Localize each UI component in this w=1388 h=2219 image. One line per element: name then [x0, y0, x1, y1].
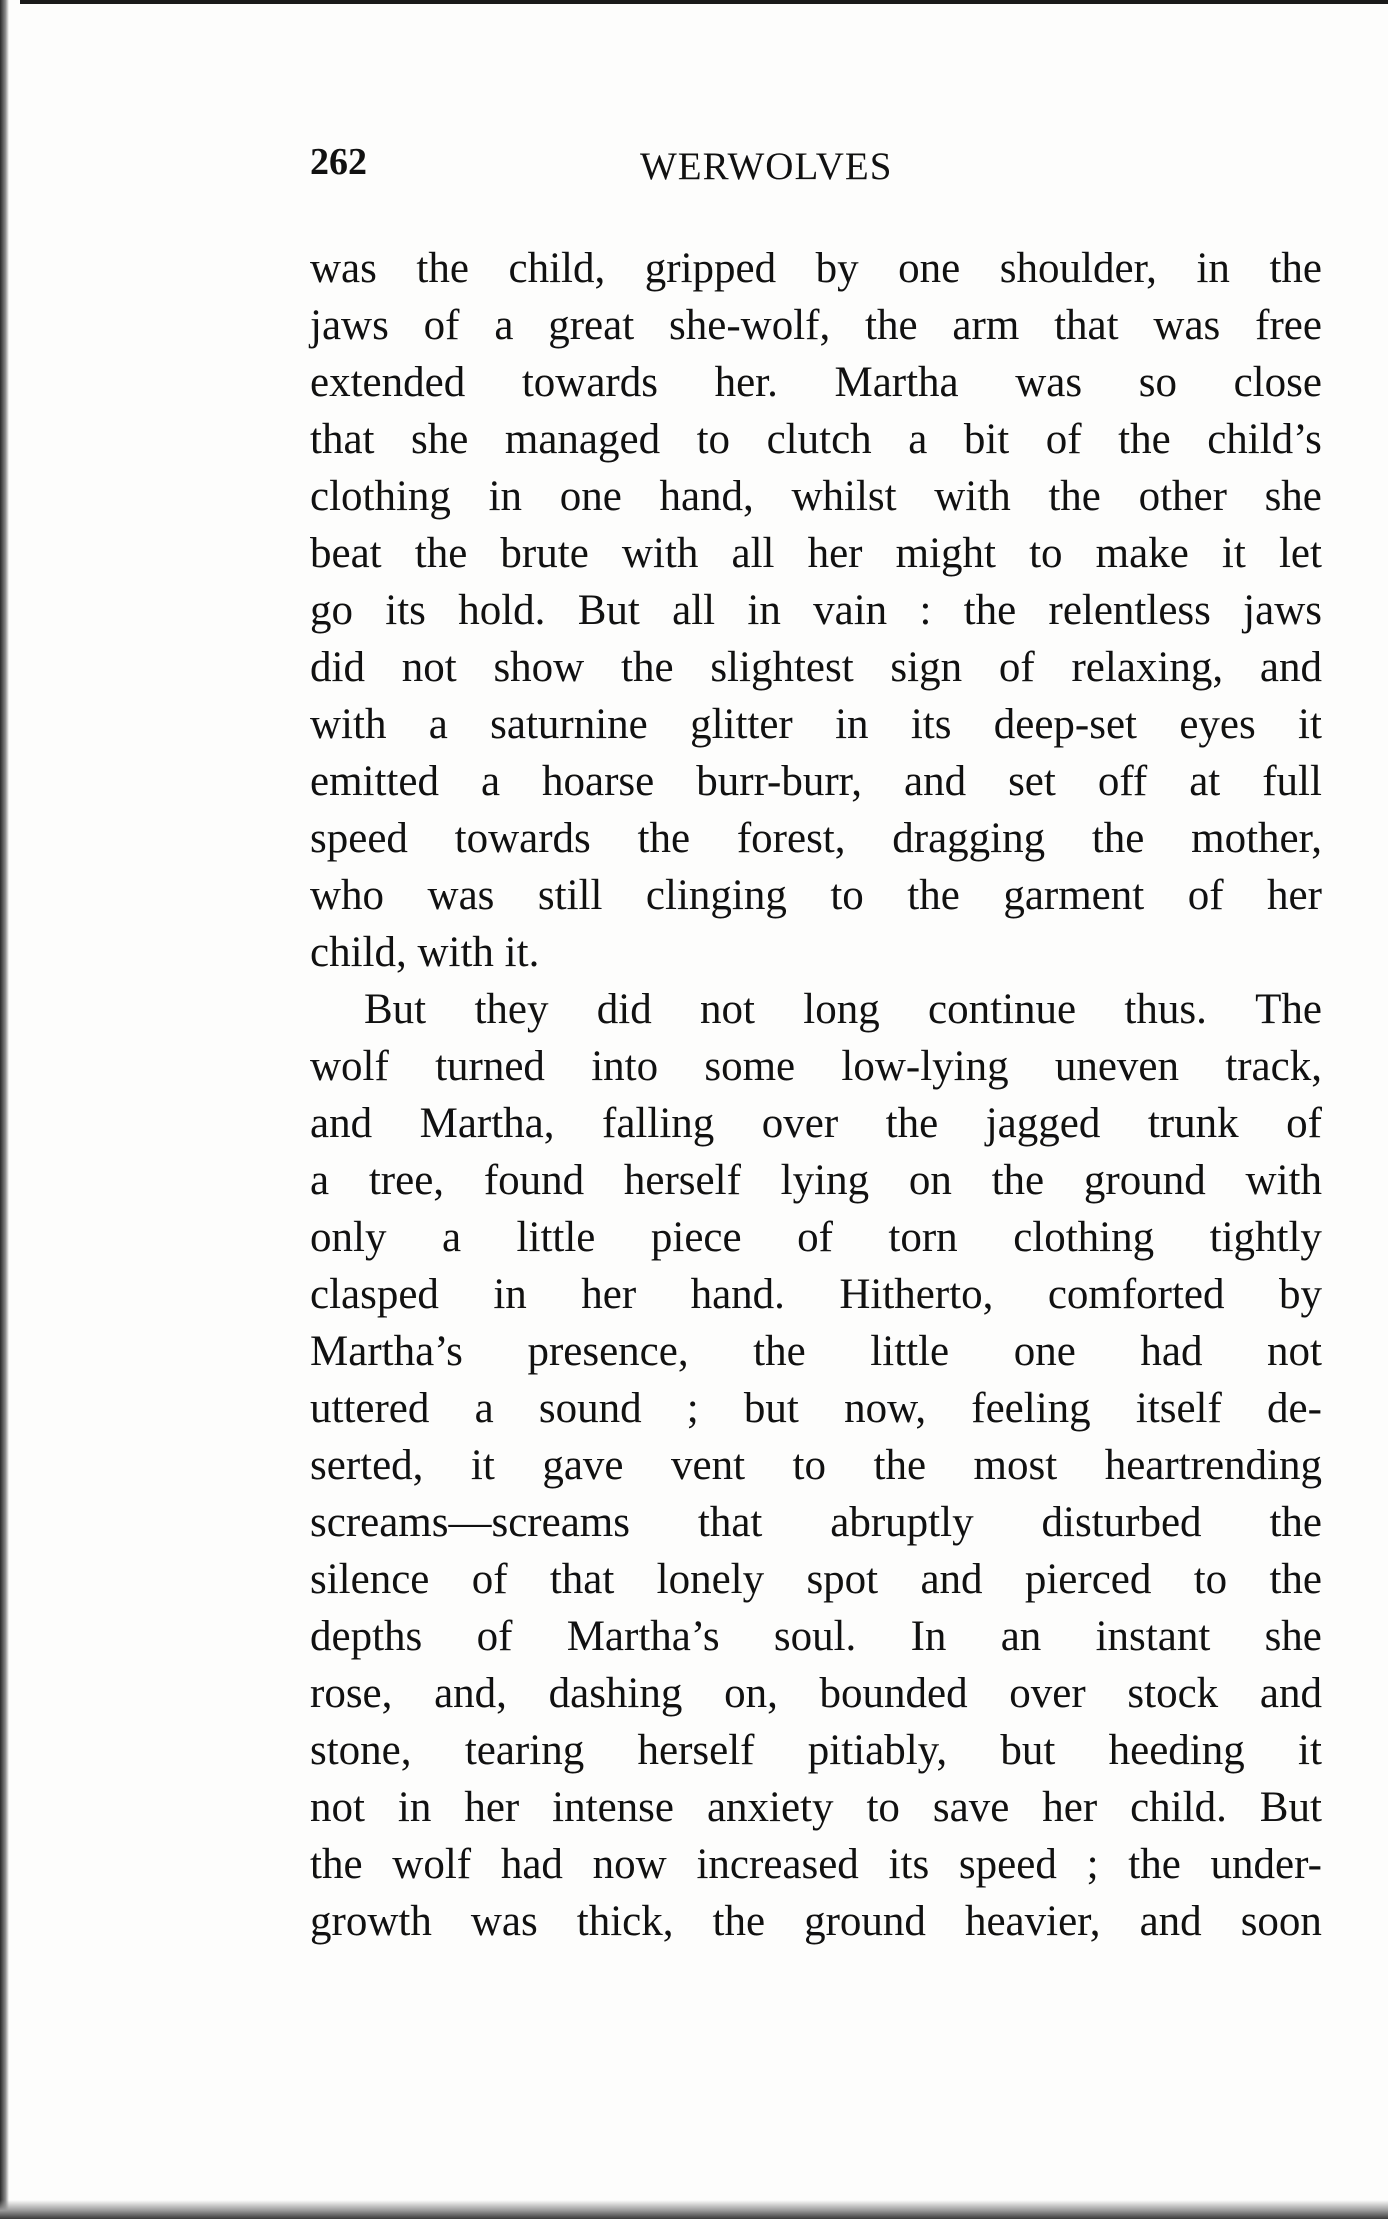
word: to	[792, 1442, 826, 1489]
word: might	[895, 530, 996, 577]
word: now	[592, 1841, 667, 1888]
word: who	[310, 872, 385, 919]
word: her	[581, 1271, 637, 1318]
word: she-wolf,	[669, 302, 831, 349]
word: full	[1262, 758, 1322, 805]
word: set	[1008, 758, 1056, 805]
word: and	[1139, 1898, 1202, 1945]
word: pitiably,	[807, 1727, 948, 1774]
word: all	[731, 530, 775, 577]
text-line	[310, 1893, 1322, 1950]
word: shoulder,	[999, 245, 1157, 292]
word: go	[310, 587, 353, 634]
running-head	[310, 140, 1322, 200]
word: saturnine	[490, 701, 648, 748]
word: and	[1259, 644, 1322, 691]
word: its	[910, 701, 952, 748]
word: not	[310, 1784, 365, 1831]
text-line	[310, 411, 1322, 468]
text-line	[310, 1152, 1322, 1209]
word: with	[1245, 1157, 1322, 1204]
word: serted,	[310, 1442, 424, 1489]
word: and	[904, 758, 967, 805]
text-line	[310, 240, 1322, 297]
word: in	[488, 473, 523, 520]
word: Martha	[834, 359, 959, 406]
word: child,	[508, 245, 606, 292]
word: growth	[310, 1898, 432, 1945]
word: feeling	[971, 1385, 1091, 1432]
word: only	[310, 1214, 387, 1261]
text-line	[310, 1722, 1322, 1779]
word: continue	[928, 986, 1077, 1033]
word: her	[807, 530, 863, 577]
word: the	[637, 815, 691, 862]
word: the	[1269, 1556, 1322, 1603]
word: dashing	[548, 1670, 683, 1717]
word: her	[464, 1784, 520, 1831]
word: child.	[1130, 1784, 1227, 1831]
word: towards	[454, 815, 591, 862]
word: the	[416, 245, 469, 292]
word: did	[596, 986, 652, 1033]
word: the	[1048, 473, 1101, 520]
text-line	[310, 639, 1322, 696]
word: stone,	[310, 1727, 412, 1774]
word: heeding	[1108, 1727, 1245, 1774]
word: off	[1097, 758, 1148, 805]
word: the	[991, 1157, 1045, 1204]
word: that	[310, 416, 375, 463]
word: Martha,	[419, 1100, 555, 1147]
word: wolf	[310, 1043, 389, 1090]
page-top-edge	[20, 0, 1388, 4]
word: hoarse	[542, 758, 655, 805]
word: herself	[637, 1727, 755, 1774]
word: anxiety	[706, 1784, 834, 1831]
word: :	[919, 587, 932, 634]
word: of	[1286, 1100, 1322, 1147]
word: still	[537, 872, 603, 919]
word: on,	[724, 1670, 778, 1717]
word: and	[920, 1556, 983, 1603]
word: into	[591, 1043, 659, 1090]
word: deep-set	[993, 701, 1138, 748]
word: jagged	[985, 1100, 1101, 1147]
word: track,	[1225, 1043, 1322, 1090]
word: free	[1255, 302, 1322, 349]
word: stock	[1127, 1670, 1219, 1717]
text-line	[310, 1323, 1322, 1380]
word: in	[835, 701, 869, 748]
word: uneven	[1054, 1043, 1180, 1090]
word: but	[743, 1385, 799, 1432]
word: clutch	[766, 416, 872, 463]
word: speed	[310, 815, 408, 862]
word: heartrending	[1104, 1442, 1322, 1489]
text-line	[310, 981, 1322, 1038]
word: had	[500, 1841, 563, 1888]
word: of	[471, 1556, 508, 1603]
word: hand.	[690, 1271, 785, 1318]
word: increased	[696, 1841, 859, 1888]
word: she	[411, 416, 469, 463]
word: emitted	[310, 758, 439, 805]
word: de-	[1267, 1385, 1322, 1432]
word: whilst	[791, 473, 897, 520]
page-bottom-edge	[0, 2200, 1388, 2219]
text-line	[310, 1209, 1322, 1266]
word: the	[885, 1100, 939, 1147]
word: extended	[310, 359, 466, 406]
word: hand,	[659, 473, 754, 520]
word: an	[1000, 1613, 1042, 1660]
text-line	[310, 810, 1322, 867]
word: low-lying	[841, 1043, 1009, 1090]
running-title: WERWOLVES	[640, 145, 893, 188]
word: of	[423, 302, 460, 349]
word: the	[1118, 416, 1171, 463]
page-number: 262	[310, 141, 367, 183]
word: that	[1054, 302, 1119, 349]
word: The	[1255, 986, 1322, 1033]
word: under-	[1210, 1841, 1322, 1888]
word: herself	[623, 1157, 741, 1204]
word: lonely	[656, 1556, 765, 1603]
word: a	[441, 1214, 462, 1261]
word: clinging	[645, 872, 787, 919]
word: it	[1221, 530, 1246, 577]
page-left-edge	[0, 0, 9, 2219]
word: rose,	[310, 1670, 393, 1717]
word: the	[963, 587, 1017, 634]
word: the	[1269, 1499, 1322, 1546]
word: to	[866, 1784, 900, 1831]
word: spot	[806, 1556, 879, 1603]
word: lying	[780, 1157, 870, 1204]
word: jaws	[310, 302, 389, 349]
word: close	[1233, 359, 1322, 406]
text-line	[310, 1608, 1322, 1665]
word: But	[577, 587, 640, 634]
text-line	[310, 1380, 1322, 1437]
word: the	[310, 1841, 363, 1888]
word: was	[1015, 359, 1083, 406]
word: one	[1013, 1328, 1076, 1375]
word: abruptly	[830, 1499, 974, 1546]
word: so	[1138, 359, 1177, 406]
word: vain	[813, 587, 888, 634]
word: the	[1269, 245, 1322, 292]
word: a	[908, 416, 928, 463]
word: her	[1267, 872, 1322, 919]
word: in	[1196, 245, 1230, 292]
text-line	[310, 1836, 1322, 1893]
word: of	[998, 644, 1035, 691]
word: save	[932, 1784, 1010, 1831]
word: brute	[500, 530, 589, 577]
text-line	[310, 354, 1322, 411]
word: silence	[310, 1556, 430, 1603]
word: forest,	[736, 815, 846, 862]
word: ;	[686, 1385, 699, 1432]
word: one	[898, 245, 961, 292]
word: not	[1267, 1328, 1322, 1375]
text-line	[310, 1266, 1322, 1323]
word: some	[704, 1043, 796, 1090]
word: tightly	[1209, 1214, 1322, 1261]
word: in	[397, 1784, 432, 1831]
text-line	[310, 582, 1322, 639]
word: not	[700, 986, 755, 1033]
word: thus.	[1124, 986, 1207, 1033]
word: in	[493, 1271, 527, 1318]
word: ground	[804, 1898, 926, 1945]
word: uttered	[310, 1385, 430, 1432]
word: clasped	[310, 1271, 439, 1318]
word: a	[428, 701, 448, 748]
word: bounded	[819, 1670, 968, 1717]
word: the	[753, 1328, 806, 1375]
word: relaxing,	[1071, 644, 1224, 691]
text-line	[310, 468, 1322, 525]
word: beat	[310, 530, 382, 577]
word: Hitherto,	[839, 1271, 994, 1318]
word: depths	[310, 1613, 423, 1660]
word: sign	[890, 644, 963, 691]
word: had	[1140, 1328, 1203, 1375]
word: the	[873, 1442, 927, 1489]
word: intense	[552, 1784, 674, 1831]
word: clothing	[310, 473, 451, 520]
word: the	[1091, 815, 1145, 862]
word: torn	[888, 1214, 958, 1261]
word: mother,	[1191, 815, 1322, 862]
word: show	[493, 644, 585, 691]
text-line	[310, 525, 1322, 582]
word: instant	[1095, 1613, 1211, 1660]
word: did	[310, 644, 365, 691]
word: a	[480, 758, 501, 805]
word: child’s	[1207, 416, 1322, 463]
text-line	[310, 1437, 1322, 1494]
word: with	[934, 473, 1011, 520]
word: to	[1193, 1556, 1228, 1603]
word: dragging	[892, 815, 1046, 862]
word: with	[310, 701, 387, 748]
word: was	[1153, 302, 1221, 349]
word: the	[712, 1898, 766, 1945]
word: But	[1259, 1784, 1322, 1831]
word: speed	[958, 1841, 1057, 1888]
word: vent	[671, 1442, 746, 1489]
word: all	[672, 587, 716, 634]
word: of	[1045, 416, 1082, 463]
word: was	[310, 245, 377, 292]
word: that	[549, 1556, 615, 1603]
word: In	[910, 1613, 947, 1660]
word: a	[474, 1385, 494, 1432]
word: tree,	[368, 1157, 445, 1204]
word: managed	[504, 416, 661, 463]
word: heavier,	[964, 1898, 1101, 1945]
word: she	[1264, 473, 1322, 520]
word: gripped	[644, 245, 777, 292]
word: the	[414, 530, 468, 577]
word: disturbed	[1041, 1499, 1202, 1546]
word: was	[470, 1898, 538, 1945]
word: arm	[952, 302, 1020, 349]
word: of	[1187, 872, 1224, 919]
word: the	[907, 872, 960, 919]
word: of	[797, 1214, 833, 1261]
word: not	[401, 644, 457, 691]
word: presence,	[527, 1328, 689, 1375]
word: her	[1042, 1784, 1098, 1831]
word: and,	[434, 1670, 507, 1717]
text-line	[310, 1551, 1322, 1608]
word: to	[696, 416, 731, 463]
word: But	[364, 986, 427, 1033]
word: itself	[1135, 1385, 1222, 1432]
word: wolf	[392, 1841, 472, 1888]
word: burr-burr,	[696, 758, 863, 805]
word: to	[830, 872, 864, 919]
body-text	[310, 240, 1322, 1950]
word: soul.	[773, 1613, 857, 1660]
word: its	[888, 1841, 930, 1888]
word: pierced	[1024, 1556, 1152, 1603]
word: ground	[1083, 1157, 1206, 1204]
word: she	[1264, 1613, 1322, 1660]
word: thick,	[576, 1898, 674, 1945]
word: let	[1278, 530, 1322, 577]
word: in	[747, 587, 781, 634]
word: with	[621, 530, 699, 577]
word: now,	[844, 1385, 927, 1432]
word: hold.	[458, 587, 546, 634]
word: on	[908, 1157, 952, 1204]
word: that	[697, 1499, 763, 1546]
word: was	[427, 872, 495, 919]
text-line	[310, 696, 1322, 753]
word: over	[761, 1100, 839, 1147]
word: by	[815, 245, 859, 292]
text-line	[310, 1494, 1322, 1551]
word: long	[803, 986, 880, 1033]
word: eyes	[1179, 701, 1256, 748]
word: a	[494, 302, 514, 349]
word: and	[310, 1100, 373, 1147]
word: most	[973, 1442, 1058, 1489]
word: the	[1128, 1841, 1181, 1888]
word: at	[1189, 758, 1221, 805]
word: the	[865, 302, 918, 349]
word: it	[1298, 1727, 1322, 1774]
word: comforted	[1047, 1271, 1225, 1318]
word: little	[870, 1328, 950, 1375]
word: Martha’s	[566, 1613, 720, 1660]
word: gave	[542, 1442, 624, 1489]
word: turned	[435, 1043, 545, 1090]
word: relentless	[1048, 587, 1211, 634]
word: towards	[521, 359, 658, 406]
word: it	[470, 1442, 495, 1489]
word: the	[621, 644, 674, 691]
text-line	[310, 1095, 1322, 1152]
text-line	[310, 753, 1322, 810]
word: by	[1278, 1271, 1322, 1318]
word: its	[385, 587, 426, 634]
word: one	[559, 473, 622, 520]
word: a	[310, 1157, 330, 1204]
word: bit	[963, 416, 1010, 463]
word: other	[1138, 473, 1227, 520]
word: slightest	[710, 644, 854, 691]
word: but	[1000, 1727, 1056, 1774]
text-line	[310, 297, 1322, 354]
text-line: child, with it.	[310, 929, 540, 976]
word: sound	[538, 1385, 642, 1432]
word: of	[476, 1613, 513, 1660]
word: they	[474, 986, 549, 1033]
text-line	[310, 1665, 1322, 1722]
text-line	[310, 867, 1322, 924]
word: make	[1095, 530, 1189, 577]
word: great	[548, 302, 635, 349]
word: glitter	[690, 701, 793, 748]
word: Martha’s	[310, 1328, 463, 1375]
word: to	[1029, 530, 1063, 577]
word: her.	[714, 359, 778, 406]
word: and	[1259, 1670, 1322, 1717]
word: little	[516, 1214, 596, 1261]
word: jaws	[1243, 587, 1322, 634]
word: ;	[1086, 1841, 1099, 1888]
word: soon	[1240, 1898, 1322, 1945]
word: tearing	[464, 1727, 585, 1774]
word: it	[1298, 701, 1322, 748]
word: trunk	[1147, 1100, 1239, 1147]
word: garment	[1003, 872, 1145, 919]
word: over	[1009, 1670, 1086, 1717]
word: found	[483, 1157, 585, 1204]
word: piece	[650, 1214, 742, 1261]
text-line	[310, 1038, 1322, 1095]
text-line	[310, 1779, 1322, 1836]
word: screams—screams	[310, 1499, 630, 1546]
word: clothing	[1013, 1214, 1155, 1261]
word: falling	[602, 1100, 715, 1147]
